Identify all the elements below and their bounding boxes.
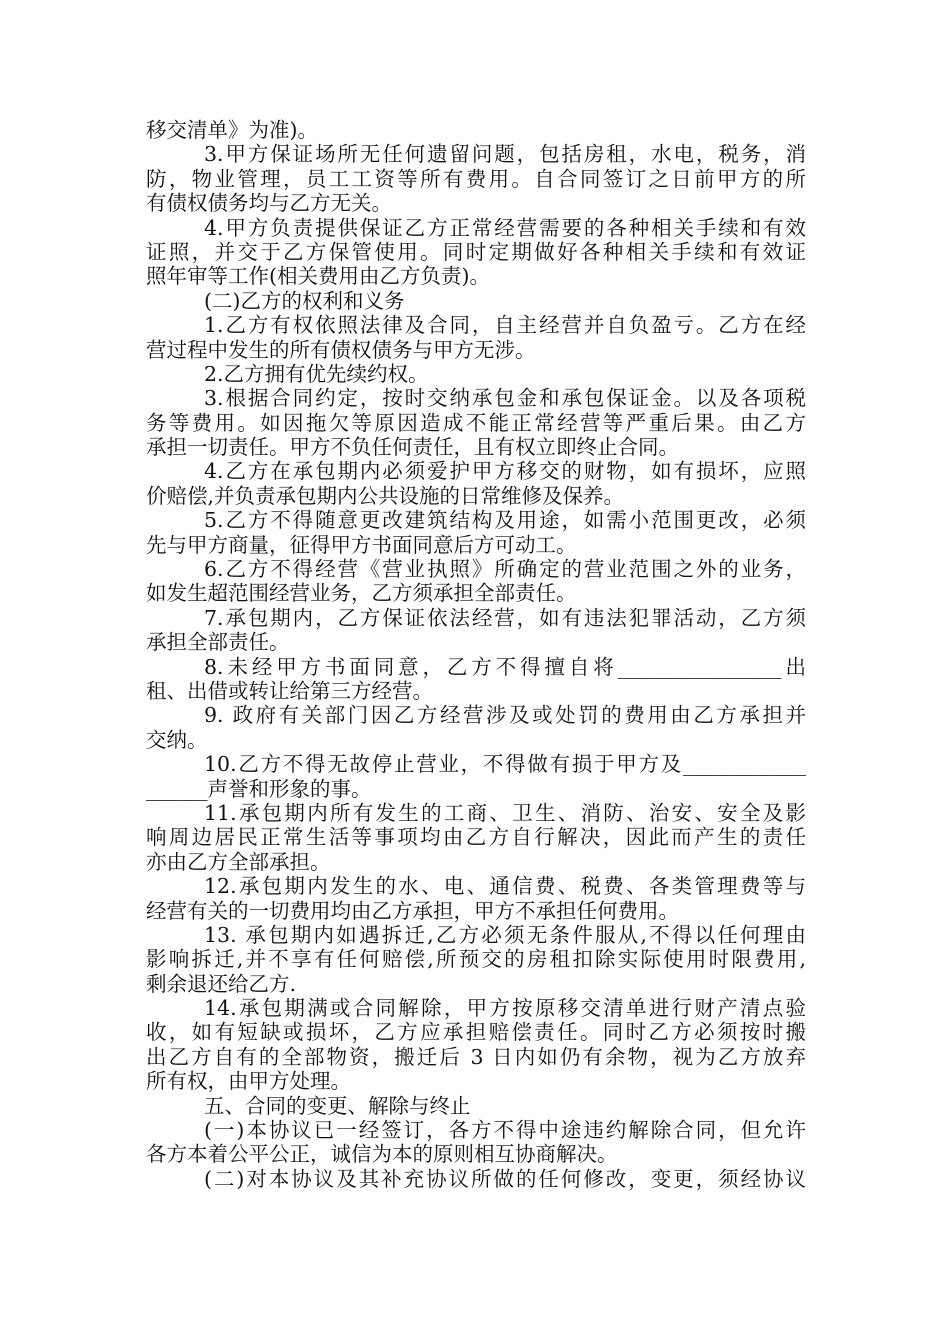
- text-line: (二)对本协议及其补充协议所做的任何修改，变更，须经协议: [204, 1166, 806, 1191]
- text-line: 所有权，由甲方处理。: [146, 1069, 351, 1094]
- text-line: 先与甲方商量，征得甲方书面同意后方可动工。: [146, 532, 577, 557]
- text-line: 移交清单》为准)。: [146, 118, 318, 142]
- text-line: 响周边居民正常生活等事项均由乙方自行解决，因此而产生的责任: [146, 825, 806, 850]
- text-line: 13. 承包期内如遇拆迁,乙方必须无条件服从,不得以任何理由: [204, 922, 806, 947]
- text-line: 营过程中发生的所有债权债务与甲方无涉。: [146, 337, 536, 362]
- text-line: (一)本协议已一经签订，各方不得中途违约解除合同，但允许: [204, 1118, 806, 1143]
- text-line: 7.承包期内，乙方保证依法经营，如有违法犯罪活动，乙方须: [204, 605, 806, 630]
- text-line: 防，物业管理，员工工资等所有费用。自合同签订之日前甲方的所: [146, 166, 806, 191]
- text-line: 3.根据合同约定，按时交纳承包金和承包保证金。以及各项税: [204, 386, 806, 411]
- text-line: 五、合同的变更、解除与终止: [204, 1093, 471, 1118]
- text-line: 有债权债务均与乙方无关。: [146, 191, 392, 216]
- text-line: (二)乙方的权利和义务: [204, 288, 405, 313]
- text-line: 6.乙方不得经营《营业执照》所确定的营业范围之外的业务，: [204, 557, 806, 582]
- text-line: 证照，并交于乙方保管使用。同时定期做好各种相关手续和有效证: [146, 239, 806, 264]
- text-line: 承担全部责任。: [146, 630, 290, 655]
- text-line: 5.乙方不得随意更改建筑结构及用途，如需小范围更改，必须: [204, 508, 806, 533]
- text-line: 3.甲方保证场所无任何遗留问题，包括房租，水电，税务，消: [204, 142, 806, 167]
- text-line: 11.承包期内所有发生的工商、卫生、消防、治安、安全及影: [204, 800, 806, 825]
- text-line: 承担一切责任。甲方不负任何责任，且有权立即终止合同。: [146, 435, 679, 460]
- text-line: 出乙方自有的全部物资，搬迁后 3 日内如仍有余物，视为乙方放弃: [146, 1044, 806, 1069]
- text-line: 价赔偿,并负责承包期内公共设施的日常维修及保养。: [146, 483, 625, 508]
- text-line: 2.乙方拥有优先续约权。: [204, 361, 429, 386]
- text-line: 如发生超范围经营业务，乙方须承担全部责任。: [146, 581, 577, 606]
- text-line: 交纳。: [146, 727, 208, 752]
- text-line: 10.乙方不得无故停止营业，不得做有损于甲方及____________: [204, 752, 806, 777]
- text-line: 12.承包期内发生的水、电、通信费、税费、各类管理费等与: [204, 874, 806, 899]
- text-line: 剩余退还给乙方.: [146, 971, 297, 996]
- text-line: 影响拆迁,并不享有任何赔偿,所预交的房租扣除实际使用时限费用,: [146, 947, 806, 972]
- text-line: 租、出借或转让给第三方经营。: [146, 678, 433, 703]
- text-line: 亦由乙方全部承担。: [146, 849, 331, 874]
- text-line: 经营有关的一切费用均由乙方承担，甲方不承担任何费用。: [146, 898, 679, 923]
- text-line: 4.乙方在承包期内必须爱护甲方移交的财物，如有损坏，应照: [204, 459, 806, 484]
- text-line: 4.甲方负责提供保证乙方正常经营需要的各种相关手续和有效: [204, 215, 806, 240]
- text-line: 收，如有短缺或损坏，乙方应承担赔偿责任。同时乙方必须按时搬: [146, 1020, 806, 1045]
- text-line: 各方本着公平公正，诚信为本的原则相互协商解决。: [146, 1142, 618, 1167]
- text-line: 务等费用。如因拖欠等原因造成不能正常经营等严重后果。由乙方: [146, 410, 806, 435]
- text-line: 9. 政府有关部门因乙方经营涉及或处罚的费用由乙方承担并: [204, 703, 806, 728]
- text-line: 照年审等工作(相关费用由乙方负责)。: [146, 264, 490, 289]
- text-line: ______声誉和形象的事。: [146, 776, 372, 801]
- contract-body-text: [146, 118, 806, 1191]
- text-line: 14.承包期满或合同解除，甲方按原移交清单进行财产清点验: [204, 996, 806, 1021]
- text-line: 1.乙方有权依照法律及合同，自主经营并自负盈亏。乙方在经: [204, 313, 806, 338]
- text-line: 8.未经甲方书面同意，乙方不得擅自将________________出: [204, 654, 806, 679]
